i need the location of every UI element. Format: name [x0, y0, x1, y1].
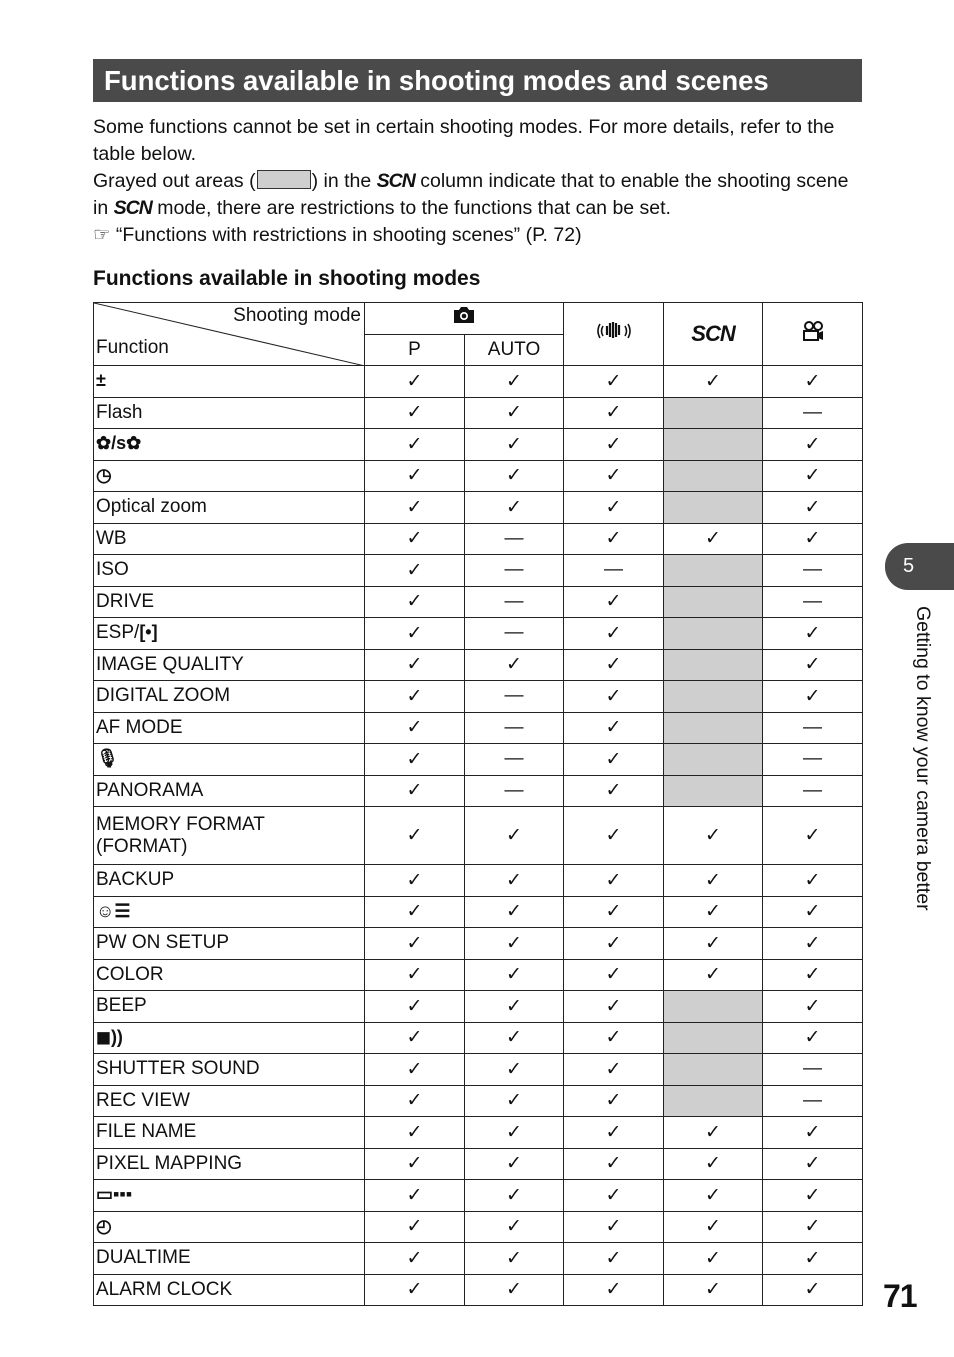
header-scn: SCN	[664, 303, 763, 366]
check-mark: ✓	[564, 1117, 664, 1149]
function-cell	[94, 896, 365, 928]
table-row	[94, 681, 863, 713]
check-mark: ✓	[664, 807, 763, 865]
function-cell	[94, 366, 365, 398]
function-label: DRIVE	[96, 590, 155, 612]
check-mark: ✓	[365, 1022, 465, 1054]
scn-icon: SCN	[376, 170, 415, 192]
function-cell	[94, 1180, 365, 1212]
restricted-cell	[664, 744, 763, 776]
header-p: P	[365, 334, 465, 366]
monitor-brightness-icon: ▭▪▪▪	[96, 1184, 133, 1205]
check-mark: ✓	[465, 649, 564, 681]
check-mark: ✓	[763, 1243, 863, 1275]
check-mark: ✓	[465, 807, 564, 865]
check-mark: ✓	[365, 744, 465, 776]
reference-line: ☞ “Functions with restrictions in shooting scenes” (P. 72)	[93, 224, 582, 246]
check-mark: ✓	[365, 1243, 465, 1275]
intro-line-2: Grayed out areas ( ) in the SCN column indicate that to enable the shooting scene in SCN mode, there are restrictions to the functions that can be set.	[93, 170, 849, 219]
table-row	[94, 649, 863, 681]
check-mark: ✓	[365, 523, 465, 555]
check-mark: ✓	[763, 1022, 863, 1054]
function-label: ESP/	[96, 622, 140, 644]
check-mark: ✓	[365, 865, 465, 897]
check-mark: ✓	[365, 896, 465, 928]
check-mark: ✓	[465, 865, 564, 897]
table-row	[94, 865, 863, 897]
camera-icon	[450, 304, 478, 326]
function-label: ISO	[96, 559, 129, 581]
table-row	[94, 555, 863, 587]
function-cell	[94, 991, 365, 1023]
function-cell	[94, 775, 365, 807]
check-mark: ✓	[564, 1085, 664, 1117]
function-label: BEEP	[96, 995, 147, 1017]
check-mark: ✓	[564, 586, 664, 618]
check-mark: ✓	[365, 1085, 465, 1117]
check-mark: ✓	[664, 366, 763, 398]
not-available-dash: —	[564, 555, 664, 587]
check-mark: ✓	[763, 649, 863, 681]
function-cell	[94, 807, 365, 865]
check-mark: ✓	[763, 429, 863, 461]
restricted-cell	[664, 618, 763, 650]
check-mark: ✓	[465, 1180, 564, 1212]
function-label: PW ON SETUP	[96, 932, 230, 954]
function-label: COLOR	[96, 963, 164, 985]
check-mark: ✓	[465, 1274, 564, 1306]
function-label: AF MODE	[96, 716, 183, 738]
check-mark: ✓	[664, 1211, 763, 1243]
check-mark: ✓	[564, 1211, 664, 1243]
table-row	[94, 1243, 863, 1275]
exposure-compensation-icon: ±	[96, 370, 106, 391]
function-cell	[94, 1022, 365, 1054]
not-available-dash: —	[763, 555, 863, 587]
restricted-cell	[664, 681, 763, 713]
section-title: Functions available in shooting modes	[93, 267, 481, 290]
check-mark: ✓	[763, 681, 863, 713]
header-movie	[763, 303, 863, 366]
check-mark: ✓	[564, 492, 664, 524]
function-cell	[94, 586, 365, 618]
table-row	[94, 744, 863, 776]
check-mark: ✓	[763, 1274, 863, 1306]
check-mark: ✓	[664, 1274, 763, 1306]
check-mark: ✓	[763, 1117, 863, 1149]
check-mark: ✓	[564, 1180, 664, 1212]
intro-text	[93, 114, 868, 249]
check-mark: ✓	[664, 1117, 763, 1149]
scn-icon: SCN	[113, 197, 152, 219]
function-label: SHUTTER SOUND	[96, 1058, 260, 1080]
check-mark: ✓	[365, 712, 465, 744]
check-mark: ✓	[465, 397, 564, 429]
check-mark: ✓	[365, 460, 465, 492]
function-cell	[94, 744, 365, 776]
function-label: (FORMAT)	[96, 835, 188, 857]
table-row	[94, 1211, 863, 1243]
self-timer-icon: ◷	[96, 464, 112, 485]
check-mark: ✓	[763, 1211, 863, 1243]
table-row	[94, 1117, 863, 1149]
check-mark: ✓	[564, 681, 664, 713]
restricted-cell	[664, 649, 763, 681]
check-mark: ✓	[564, 712, 664, 744]
not-available-dash: —	[465, 618, 564, 650]
function-label: WB	[96, 527, 127, 549]
check-mark: ✓	[564, 1148, 664, 1180]
check-mark: ✓	[664, 1180, 763, 1212]
check-mark: ✓	[564, 523, 664, 555]
check-mark: ✓	[365, 555, 465, 587]
not-available-dash: —	[465, 555, 564, 587]
check-mark: ✓	[465, 1148, 564, 1180]
check-mark: ✓	[465, 460, 564, 492]
check-mark: ✓	[664, 1243, 763, 1275]
function-label: REC VIEW	[96, 1089, 190, 1111]
table-row	[94, 807, 863, 865]
check-mark: ✓	[763, 523, 863, 555]
restricted-cell	[664, 492, 763, 524]
restricted-cell	[664, 397, 763, 429]
image-stabilizer-icon	[597, 319, 631, 343]
function-cell	[94, 712, 365, 744]
restricted-cell	[664, 555, 763, 587]
header-function: Function	[96, 337, 169, 358]
function-label: IMAGE QUALITY	[96, 653, 244, 675]
check-mark: ✓	[365, 1211, 465, 1243]
restricted-cell	[664, 712, 763, 744]
check-mark: ✓	[664, 523, 763, 555]
check-mark: ✓	[564, 460, 664, 492]
not-available-dash: —	[763, 586, 863, 618]
check-mark: ✓	[763, 1180, 863, 1212]
functions-table	[93, 302, 863, 1306]
function-cell	[94, 618, 365, 650]
check-mark: ✓	[365, 681, 465, 713]
table-row	[94, 586, 863, 618]
function-cell	[94, 429, 365, 461]
function-cell	[94, 397, 365, 429]
check-mark: ✓	[564, 1022, 664, 1054]
function-label: MEMORY FORMAT	[96, 813, 265, 835]
check-mark: ✓	[763, 366, 863, 398]
check-mark: ✓	[564, 896, 664, 928]
check-mark: ✓	[564, 366, 664, 398]
check-mark: ✓	[564, 959, 664, 991]
function-label: ALARM CLOCK	[96, 1278, 233, 1300]
check-mark: ✓	[365, 991, 465, 1023]
check-mark: ✓	[365, 586, 465, 618]
table-row	[94, 896, 863, 928]
function-cell	[94, 1211, 365, 1243]
not-available-dash: —	[763, 1085, 863, 1117]
check-mark: ✓	[564, 618, 664, 650]
check-mark: ✓	[465, 896, 564, 928]
restricted-cell	[664, 1022, 763, 1054]
check-mark: ✓	[365, 1180, 465, 1212]
header-image-stabilizer	[564, 303, 664, 366]
restricted-cell	[664, 775, 763, 807]
function-cell	[94, 681, 365, 713]
check-mark: ✓	[365, 429, 465, 461]
check-mark: ✓	[763, 896, 863, 928]
table-row	[94, 460, 863, 492]
chapter-side-label: Getting to know your camera better	[912, 606, 934, 911]
check-mark: ✓	[365, 807, 465, 865]
check-mark: ✓	[365, 1117, 465, 1149]
check-mark: ✓	[465, 429, 564, 461]
function-cell	[94, 959, 365, 991]
check-mark: ✓	[365, 959, 465, 991]
microphone-icon: 🎙	[96, 748, 119, 769]
function-label: Optical zoom	[96, 496, 207, 518]
check-mark: ✓	[465, 1211, 564, 1243]
function-cell	[94, 865, 365, 897]
check-mark: ✓	[664, 959, 763, 991]
check-mark: ✓	[564, 429, 664, 461]
clock-icon: ◴	[96, 1215, 112, 1236]
check-mark: ✓	[365, 366, 465, 398]
spot-metering-icon: [•]	[139, 622, 158, 643]
table-body	[94, 366, 863, 1306]
function-label: DUALTIME	[96, 1247, 191, 1269]
check-mark: ✓	[564, 775, 664, 807]
table-row	[94, 1022, 863, 1054]
table-row	[94, 1085, 863, 1117]
table-row	[94, 959, 863, 991]
function-cell	[94, 1274, 365, 1306]
function-cell	[94, 928, 365, 960]
check-mark: ✓	[465, 959, 564, 991]
restricted-cell	[664, 1054, 763, 1086]
table-row	[94, 712, 863, 744]
check-mark: ✓	[465, 1054, 564, 1086]
movie-icon	[800, 320, 826, 342]
check-mark: ✓	[365, 649, 465, 681]
volume-icon: ◼))	[96, 1026, 123, 1047]
check-mark: ✓	[365, 775, 465, 807]
function-cell	[94, 1117, 365, 1149]
check-mark: ✓	[564, 991, 664, 1023]
restricted-cell	[664, 991, 763, 1023]
function-label: FILE NAME	[96, 1121, 197, 1143]
chapter-tab: 5	[885, 543, 954, 590]
check-mark: ✓	[465, 1085, 564, 1117]
function-label: PANORAMA	[96, 779, 204, 801]
not-available-dash: —	[465, 681, 564, 713]
function-label: DIGITAL ZOOM	[96, 685, 231, 707]
check-mark: ✓	[763, 1148, 863, 1180]
intro-line-1: Some functions cannot be set in certain shooting modes. For more details, refer to the table below.	[93, 116, 835, 165]
function-cell	[94, 523, 365, 555]
header-camera-mode	[365, 303, 564, 335]
check-mark: ✓	[564, 1243, 664, 1275]
check-mark: ✓	[664, 865, 763, 897]
function-label: PIXEL MAPPING	[96, 1152, 243, 1174]
table-row	[94, 618, 863, 650]
not-available-dash: —	[763, 744, 863, 776]
check-mark: ✓	[465, 1022, 564, 1054]
check-mark: ✓	[763, 492, 863, 524]
function-cell	[94, 1243, 365, 1275]
check-mark: ✓	[564, 1054, 664, 1086]
table-row	[94, 523, 863, 555]
check-mark: ✓	[664, 928, 763, 960]
check-mark: ✓	[763, 928, 863, 960]
gray-swatch	[257, 170, 311, 189]
function-cell	[94, 649, 365, 681]
page-title: Functions available in shooting modes and scenes	[93, 59, 862, 102]
check-mark: ✓	[365, 1054, 465, 1086]
restricted-cell	[664, 460, 763, 492]
table-row	[94, 1180, 863, 1212]
table-row	[94, 492, 863, 524]
restricted-cell	[664, 429, 763, 461]
table-row	[94, 366, 863, 398]
check-mark: ✓	[564, 649, 664, 681]
check-mark: ✓	[763, 991, 863, 1023]
not-available-dash: —	[763, 775, 863, 807]
function-cell	[94, 492, 365, 524]
language-icon: ☺☰	[96, 900, 131, 921]
function-label: BACKUP	[96, 869, 175, 891]
table-row	[94, 991, 863, 1023]
check-mark: ✓	[465, 1243, 564, 1275]
check-mark: ✓	[465, 991, 564, 1023]
not-available-dash: —	[465, 586, 564, 618]
check-mark: ✓	[664, 1148, 763, 1180]
table-row	[94, 1148, 863, 1180]
check-mark: ✓	[664, 896, 763, 928]
function-cell	[94, 460, 365, 492]
check-mark: ✓	[365, 1148, 465, 1180]
function-cell	[94, 1148, 365, 1180]
table-row	[94, 1054, 863, 1086]
check-mark: ✓	[465, 366, 564, 398]
check-mark: ✓	[365, 397, 465, 429]
table-row	[94, 429, 863, 461]
header-auto: AUTO	[465, 334, 564, 366]
function-label: Flash	[96, 401, 143, 423]
pointing-hand-icon: ☞	[93, 224, 111, 246]
not-available-dash: —	[763, 397, 863, 429]
page-number: 71	[883, 1278, 917, 1314]
table-row	[94, 928, 863, 960]
macro-supermacro-icon: ✿/s✿	[96, 433, 142, 454]
header-shooting-mode: Shooting mode	[233, 305, 361, 326]
function-cell	[94, 1054, 365, 1086]
check-mark: ✓	[564, 928, 664, 960]
table-row	[94, 397, 863, 429]
check-mark: ✓	[465, 928, 564, 960]
check-mark: ✓	[564, 744, 664, 776]
check-mark: ✓	[763, 865, 863, 897]
check-mark: ✓	[465, 492, 564, 524]
check-mark: ✓	[763, 618, 863, 650]
function-cell	[94, 555, 365, 587]
check-mark: ✓	[365, 492, 465, 524]
table-row	[94, 1274, 863, 1306]
function-cell	[94, 1085, 365, 1117]
check-mark: ✓	[465, 1117, 564, 1149]
not-available-dash: —	[465, 523, 564, 555]
not-available-dash: —	[763, 712, 863, 744]
not-available-dash: —	[465, 712, 564, 744]
header-corner-cell	[94, 303, 365, 366]
check-mark: ✓	[564, 807, 664, 865]
restricted-cell	[664, 586, 763, 618]
check-mark: ✓	[564, 865, 664, 897]
check-mark: ✓	[763, 460, 863, 492]
check-mark: ✓	[564, 1274, 664, 1306]
check-mark: ✓	[365, 1274, 465, 1306]
not-available-dash: —	[465, 744, 564, 776]
check-mark: ✓	[763, 959, 863, 991]
check-mark: ✓	[763, 807, 863, 865]
restricted-cell	[664, 1085, 763, 1117]
check-mark: ✓	[564, 397, 664, 429]
not-available-dash: —	[763, 1054, 863, 1086]
table-row	[94, 775, 863, 807]
check-mark: ✓	[365, 618, 465, 650]
not-available-dash: —	[465, 775, 564, 807]
check-mark: ✓	[365, 928, 465, 960]
